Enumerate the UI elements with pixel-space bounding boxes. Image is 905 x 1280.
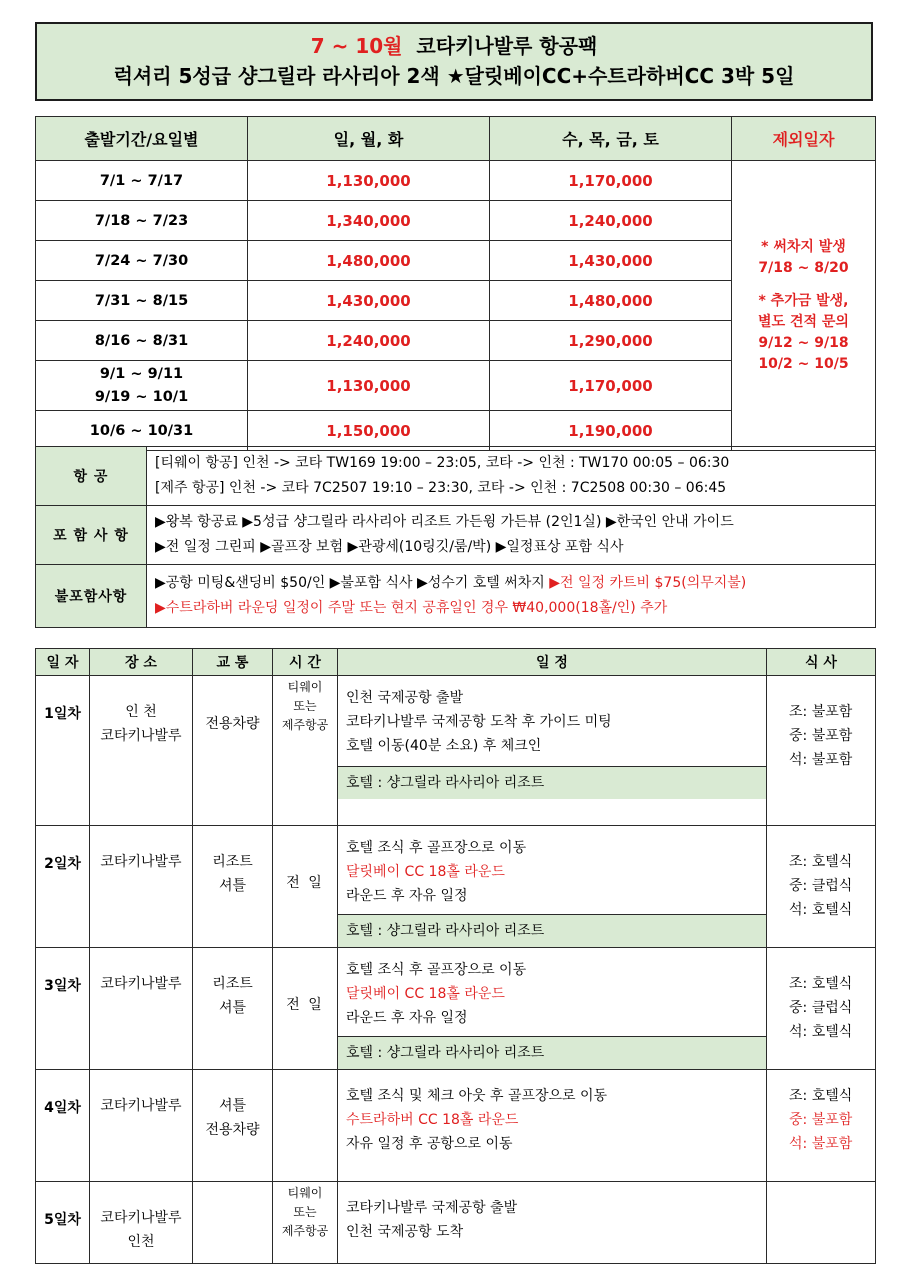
itinerary-line: 라운드 후 자유 일정: [346, 1010, 468, 1026]
itinerary-line: 달릿베이 CC 18홀 라운드: [346, 986, 505, 1002]
meal-line: 석: 불포함: [789, 752, 853, 768]
itinerary-line: 수트라하버 CC 18홀 라운드: [346, 1112, 519, 1128]
itinerary-line: 호텔 조식 및 체크 아웃 후 골프장으로 이동: [346, 1088, 608, 1104]
schedule-transport-line: 전용차량: [205, 716, 260, 732]
price-header-excluded: 제외일자: [732, 117, 876, 161]
price-period: [36, 411, 248, 451]
flight-line-tway: [티웨이 항공] 인천 -> 코타 TW169 19:00 – 23:05, 코타 -> 인천 : TW170 00:05 – 06:30: [155, 455, 730, 471]
excluded-line: [732, 279, 875, 291]
include-line-2: ▶전 일정 그린피 ▶골프장 보험 ▶관광세(10링깃/룸/박) ▶일정표상 포함 식사: [155, 539, 624, 555]
include-label: 포 함 사 항: [36, 506, 147, 565]
schedule-itinerary-lines: [338, 1182, 766, 1244]
exclude-row: [36, 565, 876, 628]
schedule-transport-line: 전용차량: [205, 1122, 260, 1138]
schedule-itinerary: [338, 826, 767, 948]
schedule-day: 1일차: [36, 676, 90, 826]
price-weekend: 1,170,000: [490, 361, 732, 411]
schedule-itinerary-lines: [338, 826, 766, 908]
itinerary-line: 인천 국제공항 도착: [346, 1224, 464, 1240]
schedule-meals: [767, 1182, 876, 1264]
schedule-transport-line: 셔틀: [218, 1098, 247, 1114]
schedule-transport-line: 리조트: [212, 976, 253, 992]
itinerary-line: 코타키나발루 국제공항 출발: [346, 1200, 518, 1216]
price-header-weekend: 수, 목, 금, 토: [490, 117, 732, 161]
meal-line: 석: 불포함: [789, 1136, 853, 1152]
include-row: [36, 506, 876, 565]
info-table: [35, 446, 876, 628]
price-weekend: 1,290,000: [490, 321, 732, 361]
itinerary-line: 코타키나발루 국제공항 도착 후 가이드 미팅: [346, 714, 612, 730]
schedule-time-line: 티웨이: [287, 1186, 323, 1200]
schedule-itinerary: [338, 948, 767, 1070]
price-period-line: 9/19 ~ 10/1: [94, 388, 189, 405]
title-line2: 럭셔리 5성급 샹그릴라 라사리아 2색 ★달릿베이CC+수트라하버CC 3박 5일: [113, 64, 795, 88]
meal-line: 조: 불포함: [789, 704, 853, 720]
price-table: [35, 116, 876, 451]
schedule-transport-line: 셔틀: [218, 878, 247, 894]
schedule-itinerary: [338, 1070, 767, 1182]
itinerary-line: 호텔 이동(40분 소요) 후 체크인: [346, 738, 542, 754]
schedule-table: [35, 648, 876, 1264]
excluded-line: 10/2 ~ 10/5: [758, 355, 849, 372]
schedule-time: [273, 1182, 338, 1264]
include-line-1: ▶왕복 항공료 ▶5성급 샹그릴라 라사리아 리조트 가든윙 가든뷰 (2인1실) ▶한국인 안내 가이드: [155, 514, 734, 530]
price-weekday: 1,480,000: [248, 241, 490, 281]
schedule-itinerary: [338, 1182, 767, 1264]
price-period: [36, 201, 248, 241]
price-period: [36, 161, 248, 201]
exclude-info: [147, 565, 876, 628]
schedule-transport: [193, 826, 273, 948]
schedule-time-line: 또는: [293, 1205, 317, 1219]
schedule-itinerary-lines: [338, 676, 766, 758]
price-weekend: 1,190,000: [490, 411, 732, 451]
excluded-line: * 추가금 발생,: [758, 292, 849, 309]
schedule-place-line: 인천: [127, 1234, 155, 1250]
flight-info: [147, 447, 876, 506]
schedule-place-line: 코타키나발루: [100, 1210, 182, 1226]
excluded-line: 별도 견적 문의: [758, 313, 849, 330]
price-weekend: 1,430,000: [490, 241, 732, 281]
exclude-label: 불포함사항: [36, 565, 147, 628]
schedule-header-row: [36, 649, 876, 676]
schedule-transport-line: 리조트: [212, 854, 253, 870]
meal-line: 중: 불포함: [789, 1112, 853, 1128]
schedule-time: [273, 948, 338, 1070]
price-header-weekday: 일, 월, 화: [248, 117, 490, 161]
schedule-transport: [193, 948, 273, 1070]
schedule-time-line: 제주항공: [281, 718, 329, 732]
price-weekday: 1,340,000: [248, 201, 490, 241]
schedule-itinerary: [338, 676, 767, 826]
schedule-header-day: 일 자: [36, 649, 90, 676]
price-period-line: 9/1 ~ 9/11: [99, 365, 184, 382]
schedule-place-line: 코타키나발루: [100, 854, 182, 870]
flight-label: 항 공: [36, 447, 147, 506]
schedule-row: [36, 948, 876, 1070]
schedule-time: [273, 1070, 338, 1182]
schedule-meals: [767, 676, 876, 826]
meal-line: 조: 호텔식: [789, 1088, 853, 1104]
price-period: [36, 241, 248, 281]
include-info: [147, 506, 876, 565]
excluded-dates: [732, 161, 876, 451]
schedule-place-line: 코타키나발루: [100, 1098, 182, 1114]
flight-line-jeju: [제주 항공] 인천 -> 코타 7C2507 19:10 – 23:30, 코타 -> 인천 : 7C2508 00:30 – 06:45: [155, 480, 727, 496]
price-header-period: 출발기간/요일별: [36, 117, 248, 161]
price-period-line: 10/6 ~ 10/31: [89, 422, 194, 439]
title-box: [35, 22, 873, 101]
schedule-header-transport: 교 통: [193, 649, 273, 676]
itinerary-line: 달릿베이 CC 18홀 라운드: [346, 864, 505, 880]
schedule-place: [90, 676, 193, 826]
meal-line: 중: 불포함: [789, 728, 853, 744]
title-product: 코타키나발루 항공팩: [416, 34, 598, 58]
hotel-bar: 호텔 : 샹그릴라 라사리아 리조트: [338, 914, 767, 947]
meal-line: 석: 호텔식: [789, 1024, 853, 1040]
meal-line: 조: 호텔식: [789, 854, 853, 870]
schedule-time-line: 전 일: [286, 997, 324, 1013]
title-months: 7 ~ 10월: [310, 34, 403, 58]
price-period: [36, 321, 248, 361]
itinerary-line: 호텔 조식 후 골프장으로 이동: [346, 840, 527, 856]
price-period-line: 8/16 ~ 8/31: [94, 332, 189, 349]
schedule-place: [90, 826, 193, 948]
price-weekday: 1,430,000: [248, 281, 490, 321]
schedule-place-line: 코타키나발루: [100, 976, 182, 992]
schedule-meals: [767, 948, 876, 1070]
price-weekend: 1,170,000: [490, 161, 732, 201]
exclude-line-1: [155, 571, 875, 596]
hotel-bar: 호텔 : 샹그릴라 라사리아 리조트: [338, 766, 767, 799]
schedule-place: [90, 1182, 193, 1264]
schedule-time-line: 티웨이: [287, 680, 323, 694]
price-weekend: 1,240,000: [490, 201, 732, 241]
schedule-place-line: 인 천: [125, 704, 157, 720]
schedule-day: 2일차: [36, 826, 90, 948]
schedule-row: [36, 1070, 876, 1182]
price-weekday: 1,150,000: [248, 411, 490, 451]
schedule-time-line: 전 일: [286, 875, 324, 891]
price-weekend: 1,480,000: [490, 281, 732, 321]
price-weekday: 1,130,000: [248, 161, 490, 201]
schedule-day: 3일차: [36, 948, 90, 1070]
price-period: [36, 361, 248, 411]
price-period-line: 7/1 ~ 7/17: [99, 172, 184, 189]
exclude-line-1-text: ▶공항 미팅&샌딩비 $50/인 ▶불포함 식사 ▶성수기 호텔 써차지: [155, 575, 545, 591]
price-weekday: 1,240,000: [248, 321, 490, 361]
schedule-header-meals: 식 사: [767, 649, 876, 676]
schedule-row: [36, 826, 876, 948]
itinerary-line: 라운드 후 자유 일정: [346, 888, 468, 904]
schedule-transport: [193, 676, 273, 826]
exclude-cart-fee: ▶전 일정 카트비 $75(의무지불): [549, 575, 747, 591]
schedule-time: [273, 826, 338, 948]
schedule-transport-line: 셔틀: [218, 1000, 247, 1016]
schedule-time: [273, 676, 338, 826]
meal-line: 조: 호텔식: [789, 976, 853, 992]
schedule-meals: [767, 826, 876, 948]
schedule-header-place: 장 소: [90, 649, 193, 676]
schedule-place: [90, 1070, 193, 1182]
schedule-meals: [767, 1070, 876, 1182]
schedule-time-line: 또는: [293, 699, 317, 713]
schedule-day: 4일차: [36, 1070, 90, 1182]
meal-line: 석: 호텔식: [789, 902, 853, 918]
schedule-day: 5일차: [36, 1182, 90, 1264]
schedule-transport: [193, 1070, 273, 1182]
title-line1: [37, 32, 871, 60]
excluded-line: * 써차지 발생: [761, 238, 846, 255]
exclude-line-2: ▶수트라하버 라운딩 일정이 주말 또는 현지 공휴일인 경우 ₩40,000(18홀/인) 추가: [155, 600, 668, 616]
schedule-row: [36, 1182, 876, 1264]
itinerary-line: 호텔 조식 후 골프장으로 이동: [346, 962, 527, 978]
schedule-itinerary-lines: [338, 948, 766, 1030]
itinerary-line: 인천 국제공항 출발: [346, 690, 464, 706]
price-header-row: [36, 117, 876, 161]
price-period-line: 7/18 ~ 7/23: [94, 212, 189, 229]
schedule-header-time: 시 간: [273, 649, 338, 676]
schedule-transport: [193, 1182, 273, 1264]
schedule-itinerary-lines: [338, 1070, 766, 1156]
excluded-line: 7/18 ~ 8/20: [758, 259, 849, 276]
schedule-row: [36, 676, 876, 826]
schedule-place-line: 코타키나발루: [100, 728, 182, 744]
price-period: [36, 281, 248, 321]
meal-line: 중: 클럽식: [789, 878, 853, 894]
price-row: [36, 161, 876, 201]
meal-line: 중: 클럽식: [789, 1000, 853, 1016]
hotel-bar: 호텔 : 샹그릴라 라사리아 리조트: [338, 1036, 767, 1069]
itinerary-line: 자유 일정 후 공항으로 이동: [346, 1136, 513, 1152]
schedule-place: [90, 948, 193, 1070]
price-period-line: 7/24 ~ 7/30: [94, 252, 189, 269]
excluded-line: 9/12 ~ 9/18: [758, 334, 849, 351]
schedule-time-line: 제주항공: [281, 1224, 329, 1238]
flight-row: [36, 447, 876, 506]
price-weekday: 1,130,000: [248, 361, 490, 411]
price-period-line: 7/31 ~ 8/15: [94, 292, 189, 309]
schedule-header-itinerary: 일 정: [338, 649, 767, 676]
